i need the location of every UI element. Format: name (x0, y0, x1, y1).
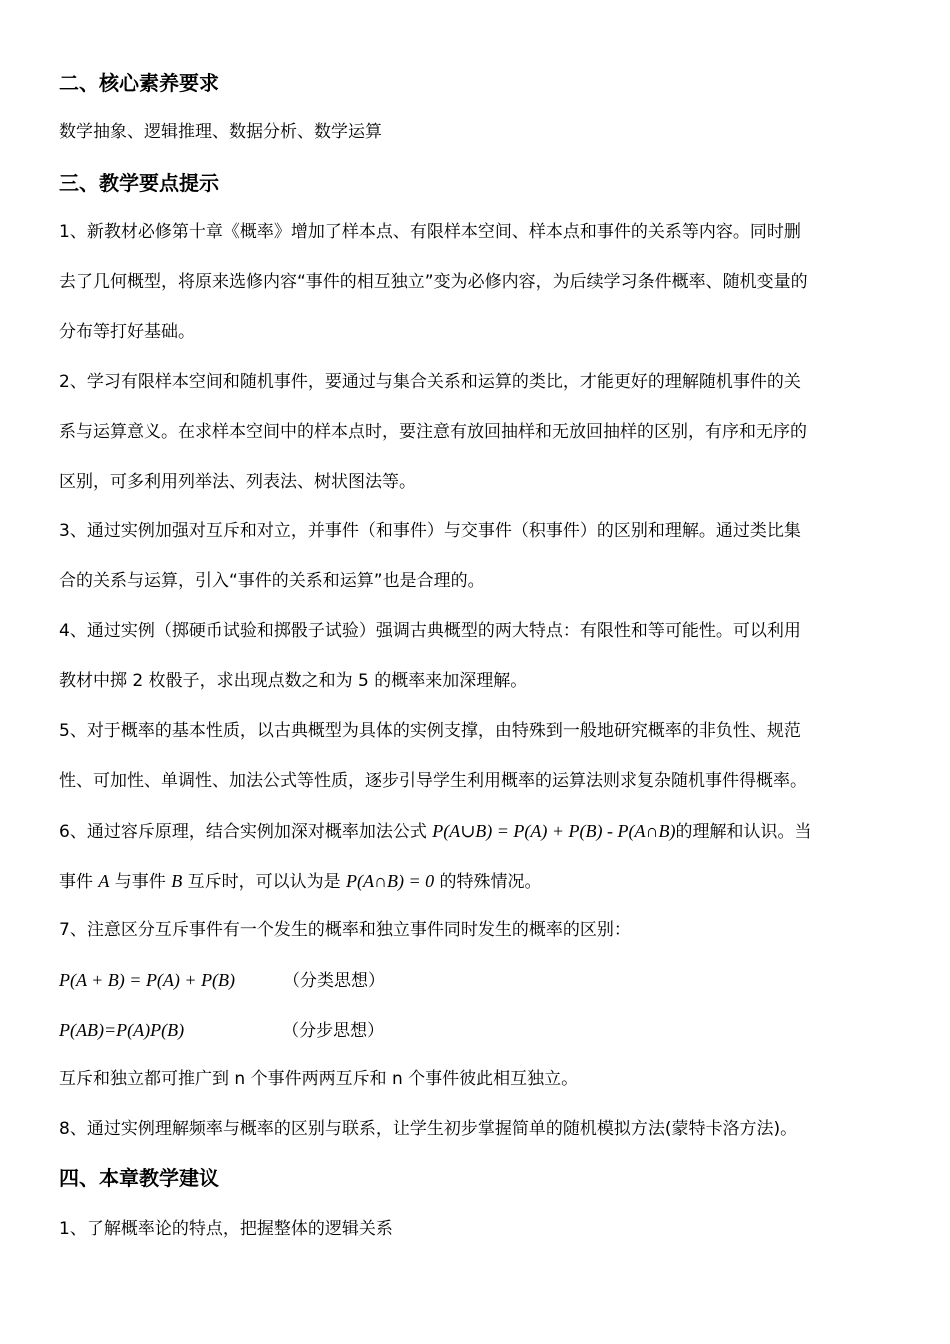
point-6-line-2 (59, 870, 899, 893)
point-7-formula-row-2 (59, 1019, 899, 1042)
point-4-line-1: 4、通过实例（掷硬币试验和掷骰子试验）强调古典概型的两大特点：有限性和等可能性。可以利用 (59, 621, 801, 641)
point-1-line-1: 1、新教材必修第十章《概率》增加了样本点、有限样本空间、样本点和事件的关系等内容。同时删 (59, 222, 801, 242)
intersection-zero-formula: P(A∩B) = 0 (346, 871, 435, 891)
step-note: （分步思想） (282, 1021, 385, 1041)
point-7-intro: 7、注意区分互斥事件有一个发生的概率和独立事件同时发生的概率的区别： (59, 920, 631, 940)
point-7-formula-row-1 (59, 969, 899, 992)
classification-note: （分类思想） (283, 971, 386, 991)
point-3-line-2: 合的关系与运算，引入“事件的关系和运算”也是合理的。 (59, 571, 485, 591)
point-6-line-2-text-b: 与事件 (109, 872, 172, 892)
point-7-outro: 互斥和独立都可推广到 n 个事件两两互斥和 n 个事件彼此相互独立。 (59, 1069, 579, 1089)
point-6-line-2-text-c: 互斥时，可以认为是 (182, 872, 347, 892)
point-2-line-3: 区别，可多利用列举法、列表法、树状图法等。 (59, 472, 416, 492)
suggestion-1: 1、了解概率论的特点，把握整体的逻辑关系 (59, 1219, 393, 1239)
point-6-line-1-text: 6、通过容斥原理，结合实例加深对概率加法公式 (59, 822, 433, 842)
point-2-line-1: 2、学习有限样本空间和随机事件，要通过与集合关系和运算的类比，才能更好的理解随机事件的关 (59, 372, 801, 392)
core-literacy-list: 数学抽象、逻辑推理、数据分析、数学运算 (59, 122, 382, 142)
point-6-line-2-text-d: 的特殊情况。 (434, 872, 542, 892)
point-8-line-1: 8、通过实例理解频率与概率的区别与联系，让学生初步掌握简单的随机模拟方法(蒙特卡洛方法)。 (59, 1119, 798, 1139)
point-6-line-1 (59, 820, 899, 843)
point-3-line-1: 3、通过实例加强对互斥和对立，并事件（和事件）与交事件（积事件）的区别和理解。通过类比集 (59, 521, 801, 541)
point-5-line-2: 性、可加性、单调性、加法公式等性质，逐步引导学生利用概率的运算法则求复杂随机事件得概率。 (59, 771, 807, 791)
event-b-symbol: B (171, 871, 183, 891)
section-heading-teaching-points: 三、教学要点提示 (59, 171, 219, 195)
point-5-line-1: 5、对于概率的基本性质，以古典概型为具体的实例支撑，由特殊到一般地研究概率的非负性、规范 (59, 721, 801, 741)
point-1-line-2: 去了几何概型，将原来选修内容“事件的相互独立”变为必修内容，为后续学习条件概率、随机变量的 (59, 272, 808, 292)
event-a-symbol: A (98, 871, 110, 891)
point-2-line-2: 系与运算意义。在求样本空间中的样本点时，要注意有放回抽样和无放回抽样的区别，有序和无序的 (59, 422, 807, 442)
mutually-exclusive-formula: P(A + B) = P(A) + P(B) (59, 970, 236, 990)
point-4-line-2: 教材中掷 2 枚骰子，求出现点数之和为 5 的概率来加深理解。 (59, 671, 528, 691)
point-1-line-3: 分布等打好基础。 (59, 322, 195, 342)
section-heading-teaching-suggestions: 四、本章教学建议 (59, 1166, 219, 1190)
point-6-line-1-tail: 的理解和认识。当 (675, 822, 812, 842)
point-6-line-2-text-a: 事件 (59, 872, 99, 892)
addition-formula: P(A∪B) = P(A) + P(B) - P(A∩B) (432, 821, 676, 841)
independent-formula: P(AB)=P(A)P(B) (59, 1020, 185, 1040)
section-heading-core-literacy: 二、核心素养要求 (59, 71, 219, 95)
